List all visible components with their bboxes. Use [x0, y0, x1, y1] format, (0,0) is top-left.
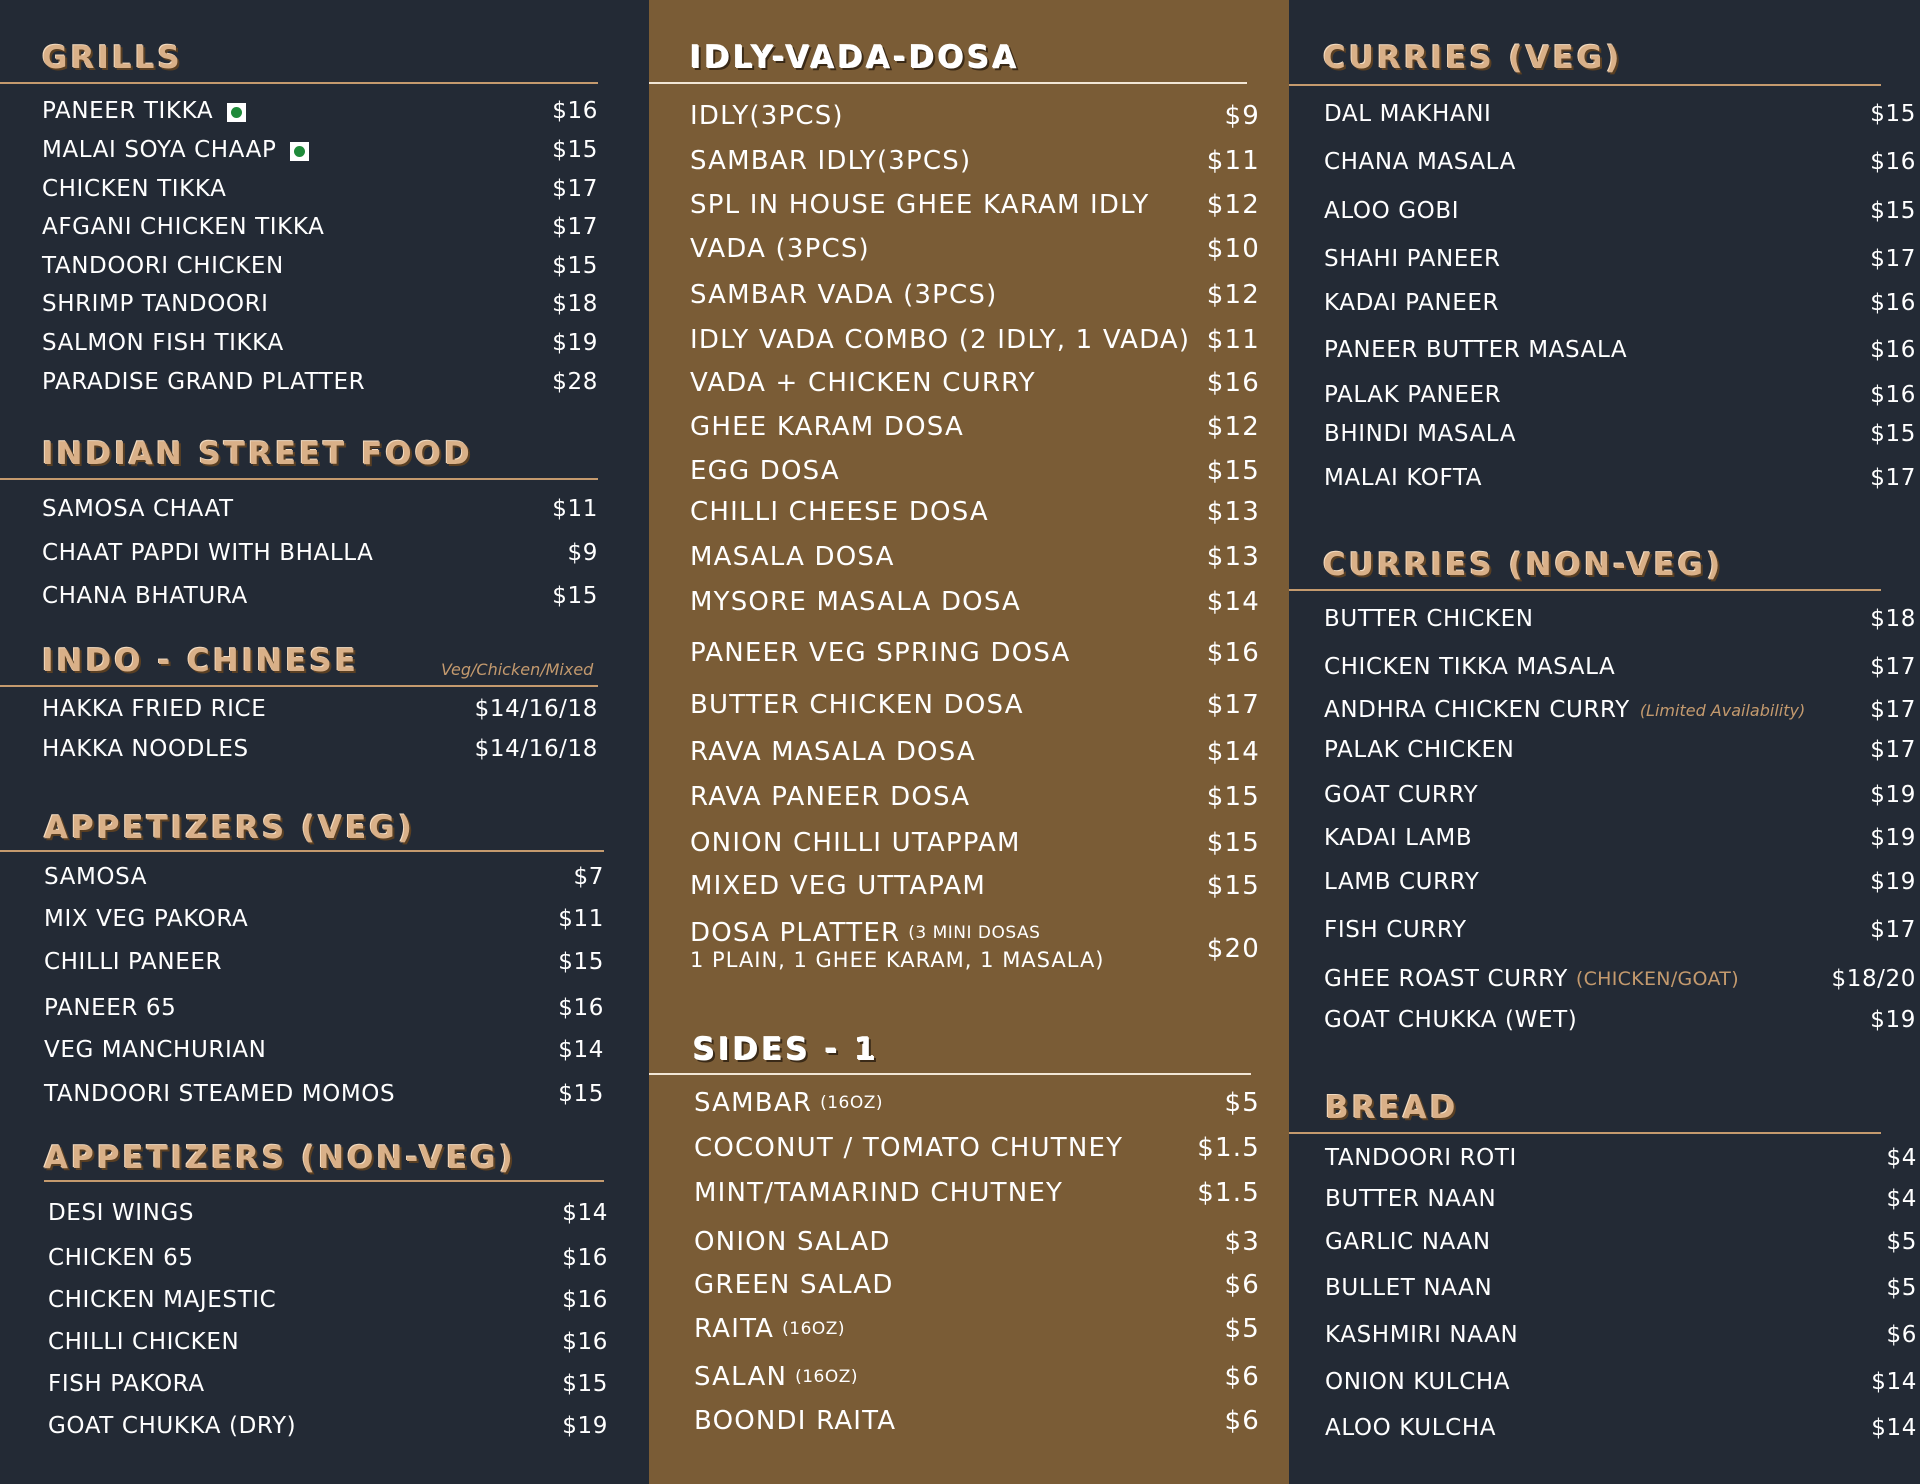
item-price: $6 [1224, 1362, 1260, 1392]
menu-item-ghee-roast-curry [1324, 966, 1916, 992]
item-price: $19 [1870, 869, 1916, 895]
section-title-appetizers-veg: APPETIZERS (VEG) [44, 810, 415, 846]
item-price: $6 [1224, 1270, 1260, 1300]
item-note: (16OZ) [795, 1367, 859, 1387]
item-price: $16 [1870, 382, 1916, 408]
left-column [0, 0, 649, 1484]
item-price: $17 [1870, 697, 1916, 723]
menu-item-tandoori-roti [1325, 1145, 1917, 1171]
item-price: $16 [1870, 290, 1916, 316]
menu-item-vada-3pcs [690, 234, 1260, 264]
divider [1289, 84, 1881, 86]
section-title-appetizers-nonveg: APPETIZERS (NON-VEG) [44, 1140, 516, 1176]
menu-item-sambar-idly-3pcs [690, 146, 1260, 176]
divider [44, 1180, 604, 1182]
menu-item-coconut-tomato-chutney [694, 1133, 1260, 1163]
item-price: $19 [1870, 782, 1916, 808]
item-price: $1.5 [1197, 1178, 1260, 1208]
item-price: $17 [552, 214, 598, 240]
item-name: BHINDI MASALA [1324, 421, 1517, 447]
item-name: CHANA BHATURA [42, 583, 248, 609]
indo-chinese-note: Veg/Chicken/Mixed [441, 660, 594, 679]
divider [0, 478, 598, 480]
menu-item-kadai-lamb [1324, 825, 1916, 851]
menu-item-tandoori-chicken [42, 253, 598, 279]
divider [0, 82, 598, 84]
item-price: $12 [1206, 280, 1260, 310]
menu-item-mix-veg-pakora [44, 906, 604, 932]
veg-mark-icon [227, 103, 246, 122]
menu-item-paneer-butter-masala [1324, 337, 1916, 363]
item-price: $15 [1206, 828, 1260, 858]
item-name: RAVA MASALA DOSA [690, 737, 976, 767]
item-price: $13 [1206, 542, 1260, 572]
menu-item-palak-paneer [1324, 382, 1916, 408]
item-price: $15 [1206, 456, 1260, 486]
divider [1289, 1132, 1881, 1134]
item-name: SALAN [694, 1362, 788, 1392]
item-name: GOAT CURRY [1324, 782, 1479, 808]
menu-item-rava-masala-dosa [690, 737, 1260, 767]
item-price: $16 [1870, 149, 1916, 175]
item-price: $11 [1206, 146, 1260, 176]
item-price: $14 [558, 1037, 604, 1063]
menu-item-chicken-tikka-masala [1324, 654, 1916, 680]
menu-item-lamb-curry [1324, 869, 1916, 895]
divider [649, 1073, 1251, 1075]
menu-item-garlic-naan [1325, 1229, 1917, 1255]
item-price: $9 [1224, 101, 1260, 131]
item-name: CHILLI CHEESE DOSA [690, 497, 989, 527]
item-price: $3 [1224, 1227, 1260, 1257]
item-note: (Limited Availability) [1639, 700, 1806, 720]
menu-item-butter-naan [1325, 1186, 1917, 1212]
item-name: GARLIC NAAN [1325, 1229, 1491, 1255]
item-name: TANDOORI ROTI [1325, 1145, 1517, 1171]
item-name: HAKKA FRIED RICE [42, 696, 267, 722]
menu-item-idly-vada-combo-2-idly-1-vada [690, 325, 1260, 355]
menu-item-afgani-chicken-tikka [42, 214, 598, 240]
menu-item-onion-salad [694, 1227, 1260, 1257]
item-name: ONION KULCHA [1325, 1369, 1511, 1395]
item-price: $14/16/18 [474, 696, 598, 722]
item-name: FISH PAKORA [48, 1371, 205, 1397]
item-price: $7 [573, 864, 604, 890]
menu-item-sambar-vada-3pcs [690, 280, 1260, 310]
item-price: $12 [1206, 190, 1260, 220]
item-price: $17 [1870, 246, 1916, 272]
item-name: PANEER TIKKA [42, 98, 214, 124]
dosa-platter-detail: 1 PLAIN, 1 GHEE KARAM, 1 MASALA) [690, 948, 1105, 972]
item-price: $15 [558, 1081, 604, 1107]
item-price: $15 [1206, 871, 1260, 901]
menu-item-raita [694, 1314, 1260, 1344]
item-name: DOSA PLATTER [690, 918, 901, 948]
item-name: SAMBAR VADA (3PCS) [690, 280, 998, 310]
item-name: CHAAT PAPDI WITH BHALLA [42, 540, 374, 566]
item-name: FISH CURRY [1324, 917, 1467, 943]
item-price: $15 [552, 583, 598, 609]
item-name: CHILLI PANEER [44, 949, 223, 975]
item-price: $16 [558, 995, 604, 1021]
item-name: GOAT CHUKKA (WET) [1324, 1007, 1578, 1033]
item-name: CHICKEN TIKKA [42, 176, 227, 202]
menu-item-hakka-fried-rice [42, 696, 598, 722]
menu-item-goat-curry [1324, 782, 1916, 808]
item-name: CHANA MASALA [1324, 149, 1516, 175]
menu-item-aloo-kulcha [1325, 1415, 1917, 1441]
item-name: PALAK PANEER [1324, 382, 1502, 408]
menu-item-chaat-papdi-with-bhalla [42, 540, 598, 566]
item-name: SAMOSA CHAAT [42, 496, 234, 522]
item-name: SAMBAR [694, 1088, 813, 1118]
item-price: $16 [1206, 638, 1260, 668]
menu-item-goat-chukka-wet [1324, 1007, 1916, 1033]
item-name: SHRIMP TANDOORI [42, 291, 269, 317]
item-name: COCONUT / TOMATO CHUTNEY [694, 1133, 1124, 1163]
item-price: $18/20 [1831, 966, 1916, 992]
item-name: ALOO GOBI [1324, 198, 1460, 224]
menu-item-palak-chicken [1324, 737, 1916, 763]
item-name: BOONDI RAITA [694, 1406, 897, 1436]
item-note: (CHICKEN/GOAT) [1575, 968, 1739, 990]
menu-item-dal-makhani [1324, 101, 1916, 127]
item-price: $18 [552, 291, 598, 317]
item-name: ANDHRA CHICKEN CURRY [1324, 697, 1630, 723]
item-price: $15 [1206, 782, 1260, 812]
item-name: MIX VEG PAKORA [44, 906, 249, 932]
item-price: $16 [562, 1245, 608, 1271]
menu-item-onion-kulcha [1325, 1369, 1917, 1395]
menu-item-paradise-grand-platter [42, 369, 598, 395]
item-name: AFGANI CHICKEN TIKKA [42, 214, 325, 240]
menu-item-paneer-65 [44, 995, 604, 1021]
section-title-sides: SIDES - 1 [693, 1032, 880, 1068]
item-name: PANEER BUTTER MASALA [1324, 337, 1628, 363]
item-price: $14 [1871, 1369, 1917, 1395]
menu-item-malai-kofta [1324, 465, 1916, 491]
item-price: $15 [1870, 198, 1916, 224]
item-name: GHEE KARAM DOSA [690, 412, 964, 442]
item-name: MIXED VEG UTTAPAM [690, 871, 986, 901]
item-name: EGG DOSA [690, 456, 840, 486]
item-name: RAITA [694, 1314, 775, 1344]
item-price: $16 [1870, 337, 1916, 363]
item-price: $4 [1886, 1145, 1917, 1171]
menu-item-spl-in-house-ghee-karam-idly [690, 190, 1260, 220]
item-price: $5 [1224, 1088, 1260, 1118]
item-price: $11 [552, 496, 598, 522]
menu-item-vada-chicken-curry [690, 368, 1260, 398]
item-name: DESI WINGS [48, 1200, 195, 1226]
item-name: GOAT CHUKKA (DRY) [48, 1413, 297, 1439]
menu-item-sambar [694, 1088, 1260, 1118]
menu-item-mysore-masala-dosa [690, 587, 1260, 617]
menu-item-fish-pakora [48, 1371, 608, 1397]
menu-item-salmon-fish-tikka [42, 330, 598, 356]
item-price: $20 [1206, 934, 1260, 964]
menu-item-masala-dosa [690, 542, 1260, 572]
item-name: KASHMIRI NAAN [1325, 1322, 1519, 1348]
item-price: $19 [562, 1413, 608, 1439]
item-price: $17 [1870, 737, 1916, 763]
item-price: $15 [1870, 101, 1916, 127]
menu-item-mixed-veg-uttapam [690, 871, 1260, 901]
item-price: $1.5 [1197, 1133, 1260, 1163]
item-name: SAMOSA [44, 864, 148, 890]
item-price: $16 [552, 98, 598, 124]
section-title-idly-vada-dosa: IDLY-VADA-DOSA [690, 40, 1020, 76]
item-price: $16 [1206, 368, 1260, 398]
item-price: $17 [1870, 654, 1916, 680]
item-name: ALOO KULCHA [1325, 1415, 1497, 1441]
divider [0, 850, 604, 852]
item-name: MALAI KOFTA [1324, 465, 1483, 491]
item-name: VADA + CHICKEN CURRY [690, 368, 1036, 398]
menu-item-rava-paneer-dosa [690, 782, 1260, 812]
item-name: CHILLI CHICKEN [48, 1329, 240, 1355]
item-name: CHICKEN MAJESTIC [48, 1287, 277, 1313]
item-price: $19 [552, 330, 598, 356]
item-name: GREEN SALAD [694, 1270, 894, 1300]
menu-item-chicken-majestic [48, 1287, 608, 1313]
item-name: LAMB CURRY [1324, 869, 1480, 895]
item-name: IDLY(3PCS) [690, 101, 844, 131]
menu-item-paneer-veg-spring-dosa [690, 638, 1260, 668]
item-name: KADAI PANEER [1324, 290, 1500, 316]
item-name: RAVA PANEER DOSA [690, 782, 971, 812]
item-name: ONION SALAD [694, 1227, 891, 1257]
menu-item-chana-bhatura [42, 583, 598, 609]
item-price: $12 [1206, 412, 1260, 442]
menu-item-onion-chilli-utappam [690, 828, 1260, 858]
item-name: MASALA DOSA [690, 542, 895, 572]
item-name: SAMBAR IDLY(3PCS) [690, 146, 972, 176]
menu-item-andhra-chicken-curry [1324, 697, 1916, 723]
item-name: TANDOORI CHICKEN [42, 253, 284, 279]
item-price: $19 [1870, 825, 1916, 851]
divider [1289, 589, 1881, 591]
item-name: CHICKEN TIKKA MASALA [1324, 654, 1616, 680]
item-note: (16OZ) [782, 1319, 846, 1339]
item-name: DAL MAKHANI [1324, 101, 1492, 127]
menu-item-chicken-65 [48, 1245, 608, 1271]
item-name: CHICKEN 65 [48, 1245, 194, 1271]
item-price: $14 [1871, 1415, 1917, 1441]
menu-item-butter-chicken [1324, 606, 1916, 632]
section-title-street-food: INDIAN STREET FOOD [42, 436, 473, 472]
menu-item-bhindi-masala [1324, 421, 1916, 447]
item-price: $17 [552, 176, 598, 202]
item-name: PANEER VEG SPRING DOSA [690, 638, 1071, 668]
item-name: BUTTER CHICKEN [1324, 606, 1534, 632]
item-price: $19 [1870, 1007, 1916, 1033]
menu-item-mint-tamarind-chutney [694, 1178, 1260, 1208]
item-price: $28 [552, 369, 598, 395]
menu-item-idly-3pcs [690, 101, 1260, 131]
menu-item-fish-curry [1324, 917, 1916, 943]
menu-item-ghee-karam-dosa [690, 412, 1260, 442]
menu-item-egg-dosa [690, 456, 1260, 486]
item-price: $13 [1206, 497, 1260, 527]
menu-item-salan [694, 1362, 1260, 1392]
section-title-bread: BREAD [1325, 1090, 1459, 1126]
item-price: $16 [562, 1287, 608, 1313]
menu-item-chicken-tikka [42, 176, 598, 202]
item-price: $14 [562, 1200, 608, 1226]
menu-item-shahi-paneer [1324, 246, 1916, 272]
item-price: $5 [1886, 1229, 1917, 1255]
item-name: MYSORE MASALA DOSA [690, 587, 1022, 617]
item-price: $18 [1870, 606, 1916, 632]
item-price: $9 [567, 540, 598, 566]
menu-item-malai-soya-chaap [42, 137, 598, 163]
menu-item-kadai-paneer [1324, 290, 1916, 316]
item-price: $14/16/18 [474, 736, 598, 762]
item-price: $6 [1886, 1322, 1917, 1348]
item-name: PARADISE GRAND PLATTER [42, 369, 366, 395]
item-name: SHAHI PANEER [1324, 246, 1501, 272]
menu-item-kashmiri-naan [1325, 1322, 1917, 1348]
item-name: KADAI LAMB [1324, 825, 1473, 851]
item-price: $15 [562, 1371, 608, 1397]
item-price: $14 [1206, 587, 1260, 617]
menu-item-hakka-noodles [42, 736, 598, 762]
item-price: $17 [1870, 465, 1916, 491]
menu-item-chilli-cheese-dosa [690, 497, 1260, 527]
item-name: MINT/TAMARIND CHUTNEY [694, 1178, 1064, 1208]
section-title-grills: GRILLS [42, 40, 183, 76]
item-price: $14 [1206, 737, 1260, 767]
menu-item-chilli-chicken [48, 1329, 608, 1355]
divider [0, 685, 598, 687]
menu-item-butter-chicken-dosa [690, 690, 1260, 720]
item-price: $17 [1870, 917, 1916, 943]
item-name: BULLET NAAN [1325, 1275, 1493, 1301]
menu-item-tandoori-steamed-momos [44, 1081, 604, 1107]
item-price: $17 [1206, 690, 1260, 720]
section-title-indo-chinese: INDO - CHINESE [42, 643, 359, 679]
menu-item-chana-masala [1324, 149, 1916, 175]
item-price: $6 [1224, 1406, 1260, 1436]
divider [649, 82, 1247, 84]
item-price: $4 [1886, 1186, 1917, 1212]
item-name: GHEE ROAST CURRY [1324, 966, 1568, 992]
item-note: (16OZ) [820, 1093, 884, 1113]
item-price: $15 [552, 137, 598, 163]
item-name: TANDOORI STEAMED MOMOS [44, 1081, 396, 1107]
item-name: PALAK CHICKEN [1324, 737, 1515, 763]
menu-item-green-salad [694, 1270, 1260, 1300]
item-price: $16 [562, 1329, 608, 1355]
menu-item-chilli-paneer [44, 949, 604, 975]
item-price: $11 [1206, 325, 1260, 355]
menu-item-boondi-raita [694, 1406, 1260, 1436]
item-price: $5 [1886, 1275, 1917, 1301]
item-name: VADA (3PCS) [690, 234, 870, 264]
item-name: MALAI SOYA CHAAP [42, 137, 277, 163]
item-name: IDLY VADA COMBO (2 IDLY, 1 VADA) [690, 325, 1191, 355]
item-name: ONION CHILLI UTAPPAM [690, 828, 1021, 858]
menu-item-aloo-gobi [1324, 198, 1916, 224]
item-name: VEG MANCHURIAN [44, 1037, 267, 1063]
menu-item-veg-manchurian [44, 1037, 604, 1063]
menu-item-samosa [44, 864, 604, 890]
menu-item-samosa-chaat [42, 496, 598, 522]
item-name: BUTTER CHICKEN DOSA [690, 690, 1024, 720]
item-name: HAKKA NOODLES [42, 736, 249, 762]
menu-item-goat-chukka-dry [48, 1413, 608, 1439]
section-title-curries-nonveg: CURRIES (NON-VEG) [1323, 547, 1724, 583]
right-column [1289, 0, 1920, 1484]
veg-mark-icon [290, 142, 309, 161]
menu-item-desi-wings [48, 1200, 608, 1226]
item-price: $15 [558, 949, 604, 975]
item-price: $15 [552, 253, 598, 279]
menu-item-shrimp-tandoori [42, 291, 598, 317]
menu-item-paneer-tikka [42, 98, 598, 124]
item-note: (3 MINI DOSAS [908, 923, 1041, 943]
item-name: PANEER 65 [44, 995, 177, 1021]
item-price: $11 [558, 906, 604, 932]
middle-column [649, 0, 1289, 1484]
item-price: $5 [1224, 1314, 1260, 1344]
item-price: $10 [1206, 234, 1260, 264]
item-price: $15 [1870, 421, 1916, 447]
item-name: SALMON FISH TIKKA [42, 330, 284, 356]
section-title-curries-veg: CURRIES (VEG) [1323, 40, 1623, 76]
item-name: BUTTER NAAN [1325, 1186, 1497, 1212]
item-name: SPL IN HOUSE GHEE KARAM IDLY [690, 190, 1150, 220]
menu-item-bullet-naan [1325, 1275, 1917, 1301]
